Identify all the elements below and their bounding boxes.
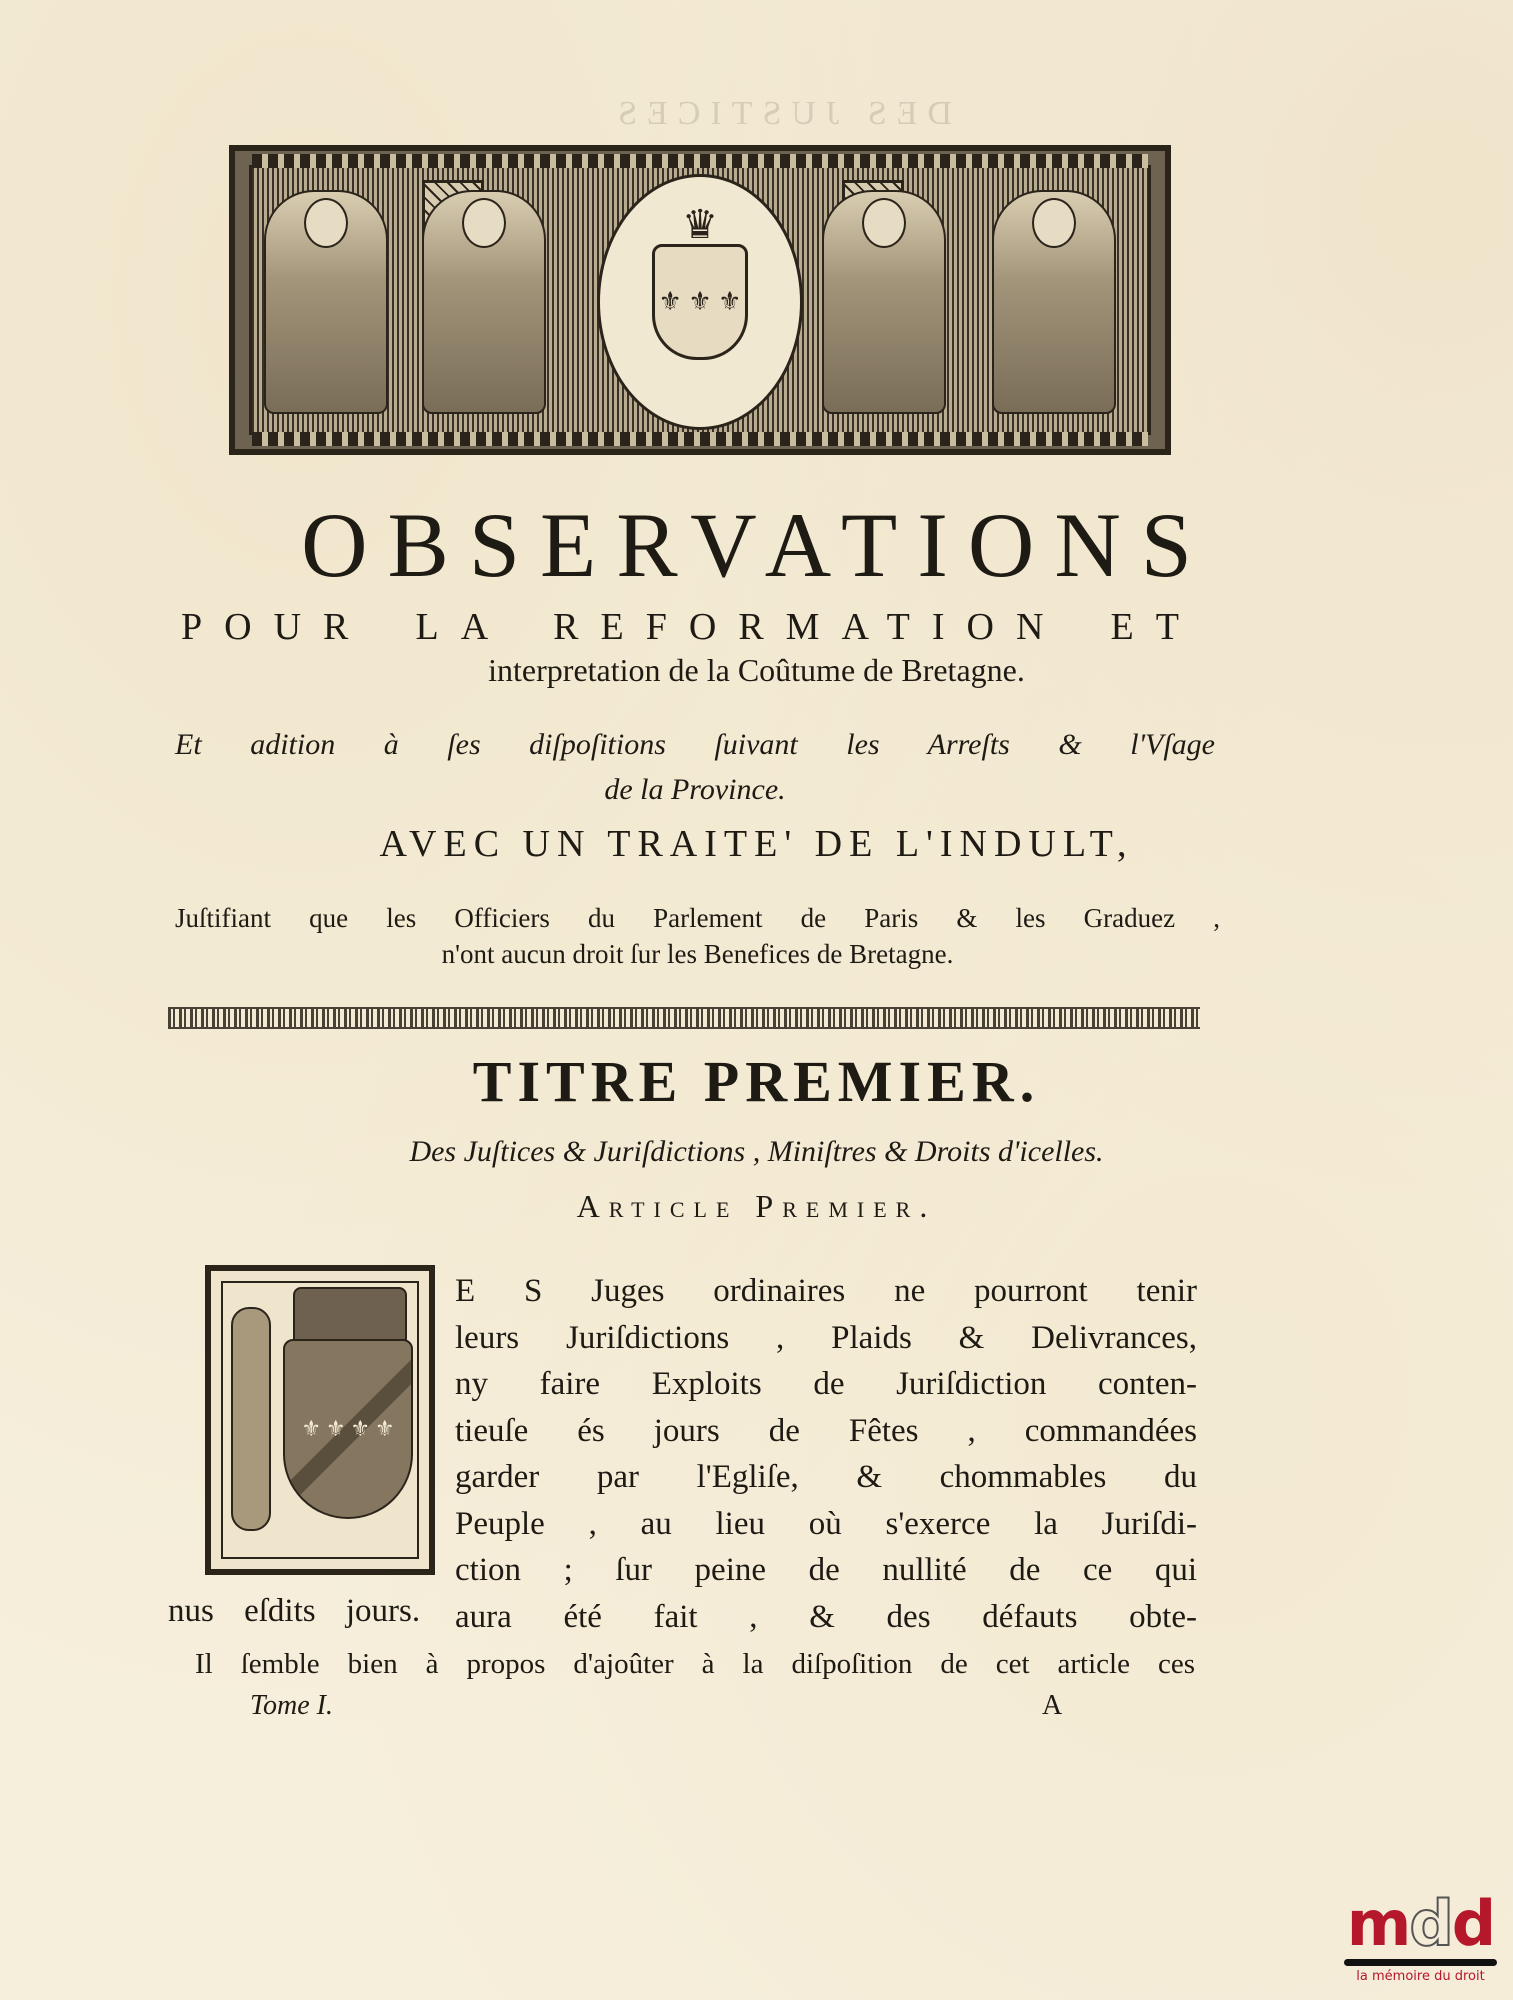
indult-heading: AVEC UN TRAITE' DE L'INDULT,	[379, 823, 1134, 865]
gathering-signature: A	[1042, 1690, 1063, 1721]
fleur-de-lis-icon: ⚜	[374, 1416, 395, 1441]
figure-woman-harp-icon	[822, 190, 946, 414]
headpiece-border-top	[252, 154, 1148, 168]
figure-woman-book-icon	[992, 190, 1116, 414]
article-line: aura été fait , & des défauts obte-	[455, 1598, 1197, 1635]
article-line: ny faire Exploits de Juriſdiction conten-	[455, 1366, 1197, 1402]
figure-woman-1-icon	[264, 190, 388, 414]
decorated-initial-L	[205, 1265, 435, 1575]
article-last-line: nus eſdits jours.	[168, 1593, 421, 1629]
headpiece-border-bottom	[252, 432, 1148, 446]
subtitle-line: interpretation de la Coûtume de Bretagne.	[488, 652, 1025, 688]
justifiant-paragraph	[175, 900, 1220, 972]
article-line: Peuple , au lieu où s'exerce la Juriſdi-	[455, 1505, 1197, 1542]
verso-bleedthrough-text: DES JUSTICES	[608, 95, 952, 132]
article-body	[455, 1268, 1197, 1640]
fleur-de-lis-shield-icon	[652, 202, 748, 360]
logo-letter-m: m	[1346, 1887, 1410, 1960]
commentary-line: Il ſemble bien à propos d'ajoûter à la diſpoſition de cet article ces	[195, 1648, 1195, 1680]
woodcut-headpiece	[229, 145, 1171, 455]
italic-addition-note	[175, 722, 1215, 812]
headpiece-scene	[249, 165, 1151, 435]
logo-underline-bar	[1344, 1959, 1497, 1966]
heraldic-shield-icon	[283, 1339, 413, 1519]
fleur-de-lis-icon: ⚜	[350, 1416, 371, 1441]
article-line: garder par l'Egliſe, & chommables du	[455, 1459, 1197, 1495]
article-line: tieuſe és jours de Fêtes , commandées	[455, 1412, 1197, 1449]
logo-letter-d-outline: d	[1409, 1887, 1452, 1960]
titre-heading: TITRE PREMIER.	[472, 1049, 1041, 1114]
initial-letter-L-icon	[231, 1307, 271, 1531]
justifiant-line-1: Juſtifiant que les Officiers du Parlement de Paris & les Graduez ,	[175, 903, 1220, 933]
titre-subtitle: Des Juſtices & Juriſdictions , Miniſtres & Droits d'icelles.	[409, 1135, 1104, 1168]
figure-woman-lute-icon	[422, 190, 546, 414]
royal-arms-medallion	[597, 174, 803, 430]
justifiant-line-2: n'ont aucun droit ſur les Benefices de Bretagne.	[441, 939, 954, 969]
decorated-initial-frame	[221, 1281, 419, 1559]
main-title: OBSERVATIONS	[301, 494, 1212, 596]
volume-signature: Tome I.	[250, 1690, 333, 1721]
mdd-watermark-logo	[1338, 1887, 1503, 1984]
logo-tagline: la mémoire du droit	[1356, 1969, 1485, 1984]
article-heading: Article Premier.	[576, 1188, 937, 1224]
mdd-logo-mark	[1338, 1887, 1503, 1960]
ornamental-divider	[168, 1007, 1200, 1029]
crown-icon: ♛	[682, 202, 718, 247]
fleur-de-lis-glyphs: ⚜ ⚜ ⚜	[658, 287, 742, 316]
article-line: ction ; ſur peine de nullité de ce qui	[455, 1552, 1197, 1588]
italic-note-line-2: de la Province.	[604, 773, 786, 806]
article-line: E S Juges ordinaires ne pourront tenir	[455, 1273, 1197, 1309]
logo-letter-d: d	[1451, 1887, 1495, 1960]
subtitle-caps: POUR LA REFORMATION ET	[181, 606, 1201, 648]
fleur-de-lis-icon: ⚜	[301, 1416, 322, 1441]
italic-note-line-1: Et adition à ſes diſpoſitions ſuivant les Arreſts & l'Vſage	[175, 728, 1215, 761]
article-line: leurs Juriſdictions , Plaids & Delivrances,	[455, 1319, 1197, 1356]
coronet-icon	[293, 1287, 407, 1341]
fleur-de-lis-icon: ⚜	[325, 1416, 346, 1441]
